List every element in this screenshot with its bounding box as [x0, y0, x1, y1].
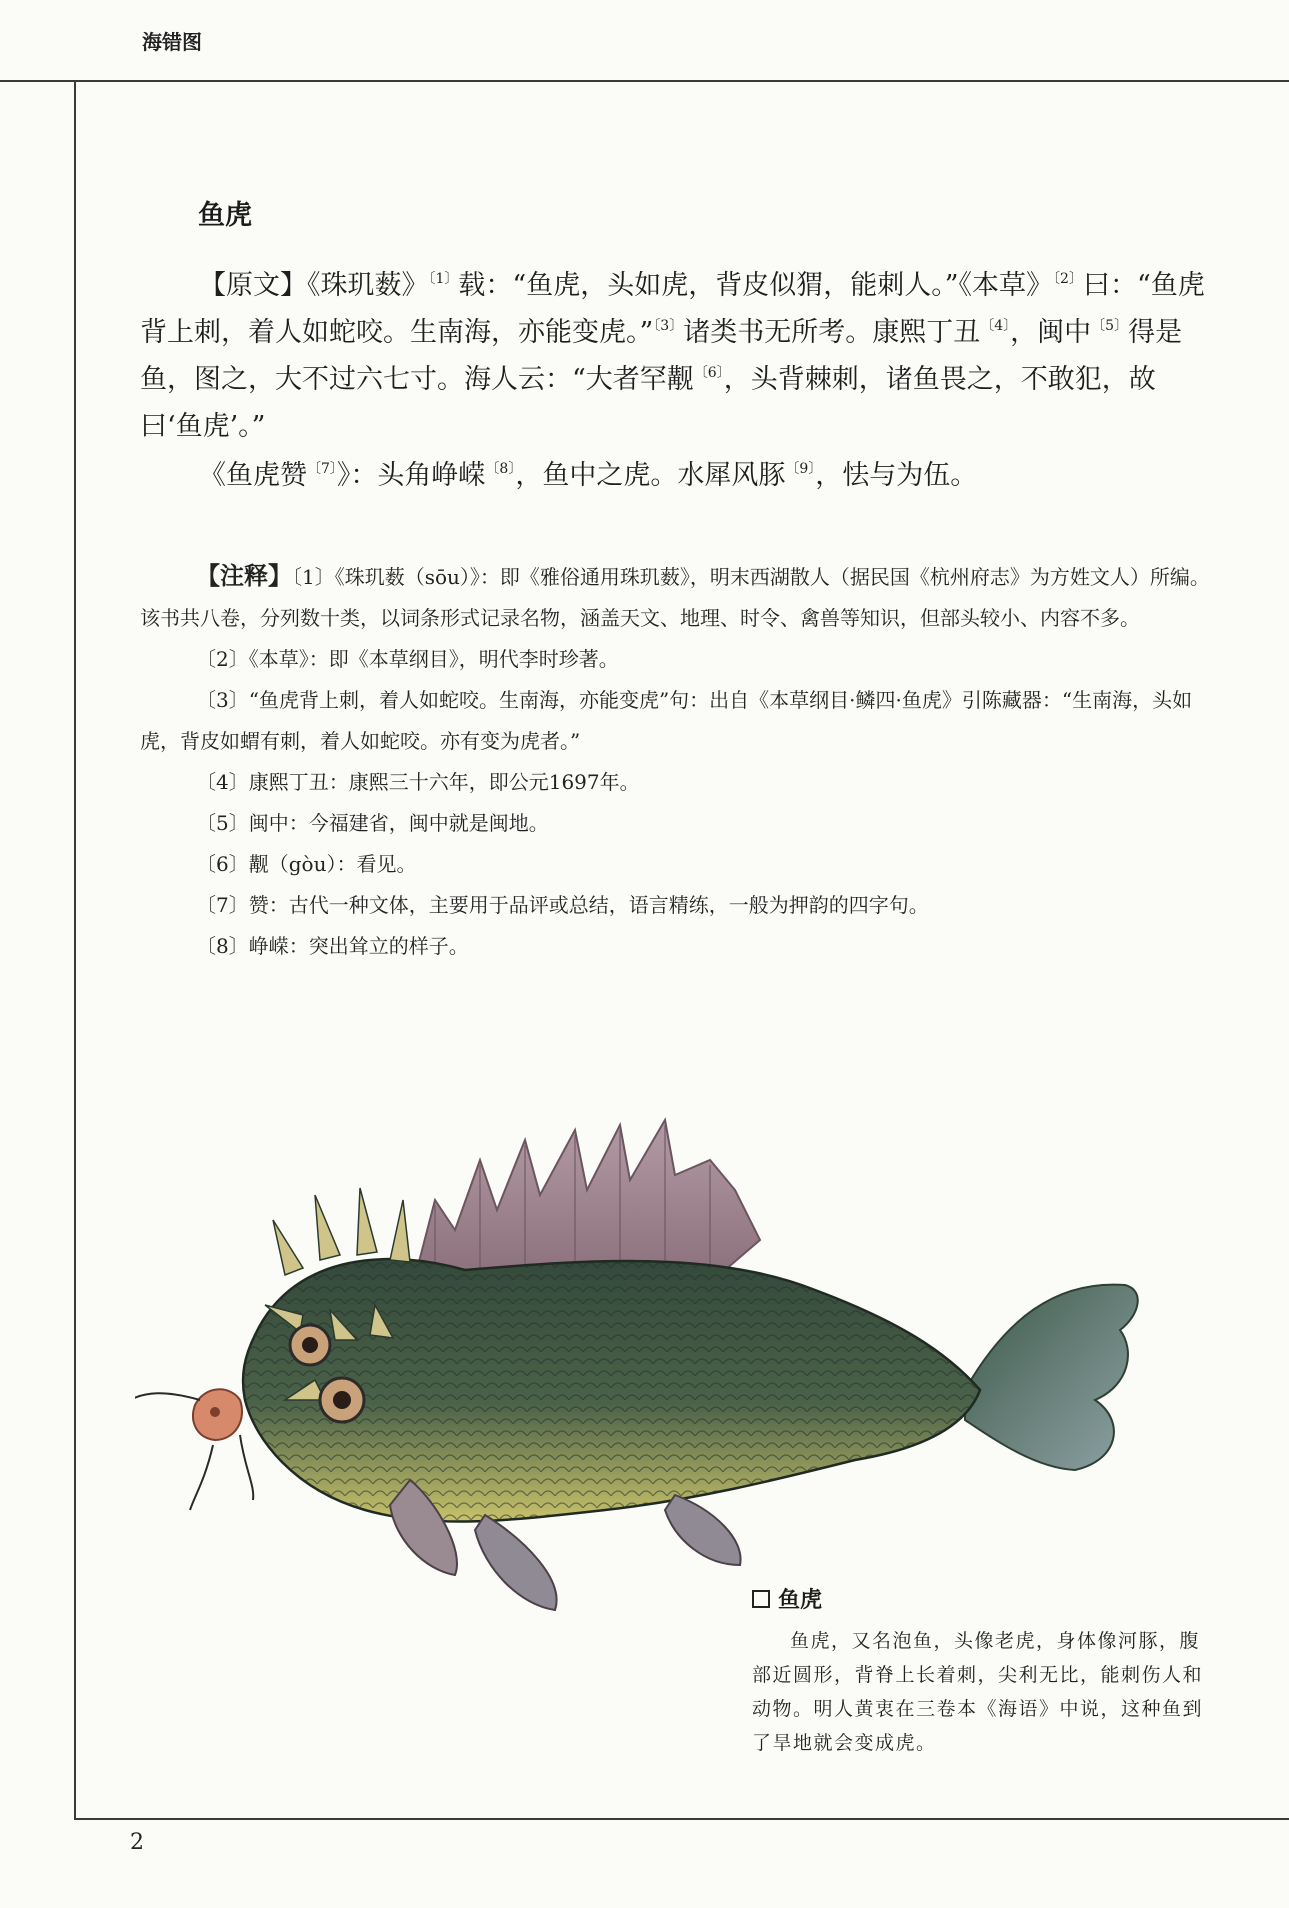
note-ref: 〔7〕 — [307, 461, 337, 477]
note-ref: 〔2〕 — [1053, 271, 1083, 287]
text-run: 《鱼虎赞 — [199, 460, 307, 491]
caption-title: 鱼虎 — [778, 1588, 823, 1613]
annotations — [140, 556, 1210, 967]
margin-rule — [74, 80, 76, 1820]
note-7: 〔7〕赞：古代一种文体，主要用于品评或总结，语言精练，一般为押韵的四字句。 — [196, 893, 929, 917]
square-icon — [752, 1590, 770, 1608]
figure-caption — [752, 1583, 1207, 1760]
note-ref: 〔6〕 — [693, 365, 724, 381]
note-ref: 〔1〕 — [428, 271, 459, 287]
running-header: 海错图 — [142, 30, 202, 54]
notes-label: 【注释】 — [196, 562, 292, 590]
pelvic-fin — [475, 1515, 557, 1610]
note-ref: 〔5〕 — [1091, 318, 1129, 334]
dorsal-fin — [413, 1120, 760, 1285]
tail-fin — [965, 1285, 1138, 1470]
section-heading: 鱼虎 — [198, 200, 252, 231]
original-paragraph — [140, 262, 1210, 450]
original-label: 【原文】 — [199, 270, 307, 301]
footer-rule — [74, 1818, 1289, 1820]
original-text — [140, 262, 1210, 499]
note-ref: 〔3〕 — [653, 318, 684, 334]
text-run: ，头背棘刺，诸鱼畏之，不敢犯，故曰‘鱼虎’。” — [140, 364, 1156, 442]
note-3: 〔3〕“鱼虎背上刺，着人如蛇咬。生南海，亦能变虎”句：出自《本草纲目·鳞四·鱼虎》引陈藏器：“生南海，头如虎，背皮如蝟有刺，着人如蛇咬。亦有变为虎者。” — [140, 688, 1193, 753]
page-number: 2 — [130, 1830, 144, 1855]
text-run: 诸类书无所考。康熙丁丑 — [683, 317, 981, 348]
anal-fin — [665, 1495, 741, 1565]
note-2: 〔2〕《本草》：即《本草纲目》，明代李时珍著。 — [196, 647, 619, 671]
text-run: 得是鱼，图之，大不过六七寸。海人云：“大者罕觏 — [140, 317, 1183, 395]
note-5: 〔5〕闽中：今福建省，闽中就是闽地。 — [196, 811, 549, 835]
note-text: 〔1〕《珠玑薮（sōu）》：即《雅俗通用珠玑薮》，明末西湖散人（据民国《杭州府志》为方姓文人）所编。该书共八卷，分列数十类，以词条形式记录名物，涵盖天文、地理、时令、禽兽等知识，但部头较小、内容不多。 — [140, 565, 1210, 630]
verse-paragraph — [140, 452, 1210, 499]
note-ref: 〔9〕 — [785, 461, 816, 477]
text-run: 载：“鱼虎，头如虎，背皮似猬，能刺人。”《本草》 — [458, 270, 1054, 301]
text-run: ，怯与为伍。 — [815, 460, 978, 491]
note-ref: 〔4〕 — [980, 318, 1011, 334]
text-run: ，鱼中之虎。水犀风豚 — [515, 460, 786, 491]
note-ref: 〔8〕 — [485, 461, 516, 477]
text-run: ，闽中 — [1010, 317, 1092, 348]
note-4: 〔4〕康熙丁丑：康熙三十六年，即公元1697年。 — [196, 770, 640, 794]
note-6: 〔6〕觏（gòu）：看见。 — [196, 852, 417, 876]
caption-body: 鱼虎，又名泡鱼，头像老虎，身体像河豚，腹部近圆形，背脊上长着刺，尖利无比，能刺伤人和动物。明人黄衷在三卷本《海语》中说，这种鱼到了旱地就会变成虎。 — [752, 1630, 1204, 1754]
note-1 — [140, 556, 1210, 639]
caption-title-row — [752, 1583, 1207, 1614]
note-8: 〔8〕峥嵘：突出耸立的样子。 — [196, 934, 469, 958]
header-rule — [0, 80, 1289, 82]
text-run: 》：头角峥嵘 — [336, 460, 486, 491]
text-run: 曰：“鱼虎背上刺，着人如蛇咬。生南海，亦能变虎。” — [140, 270, 1205, 348]
text-run: 《珠玑薮》 — [307, 270, 429, 301]
